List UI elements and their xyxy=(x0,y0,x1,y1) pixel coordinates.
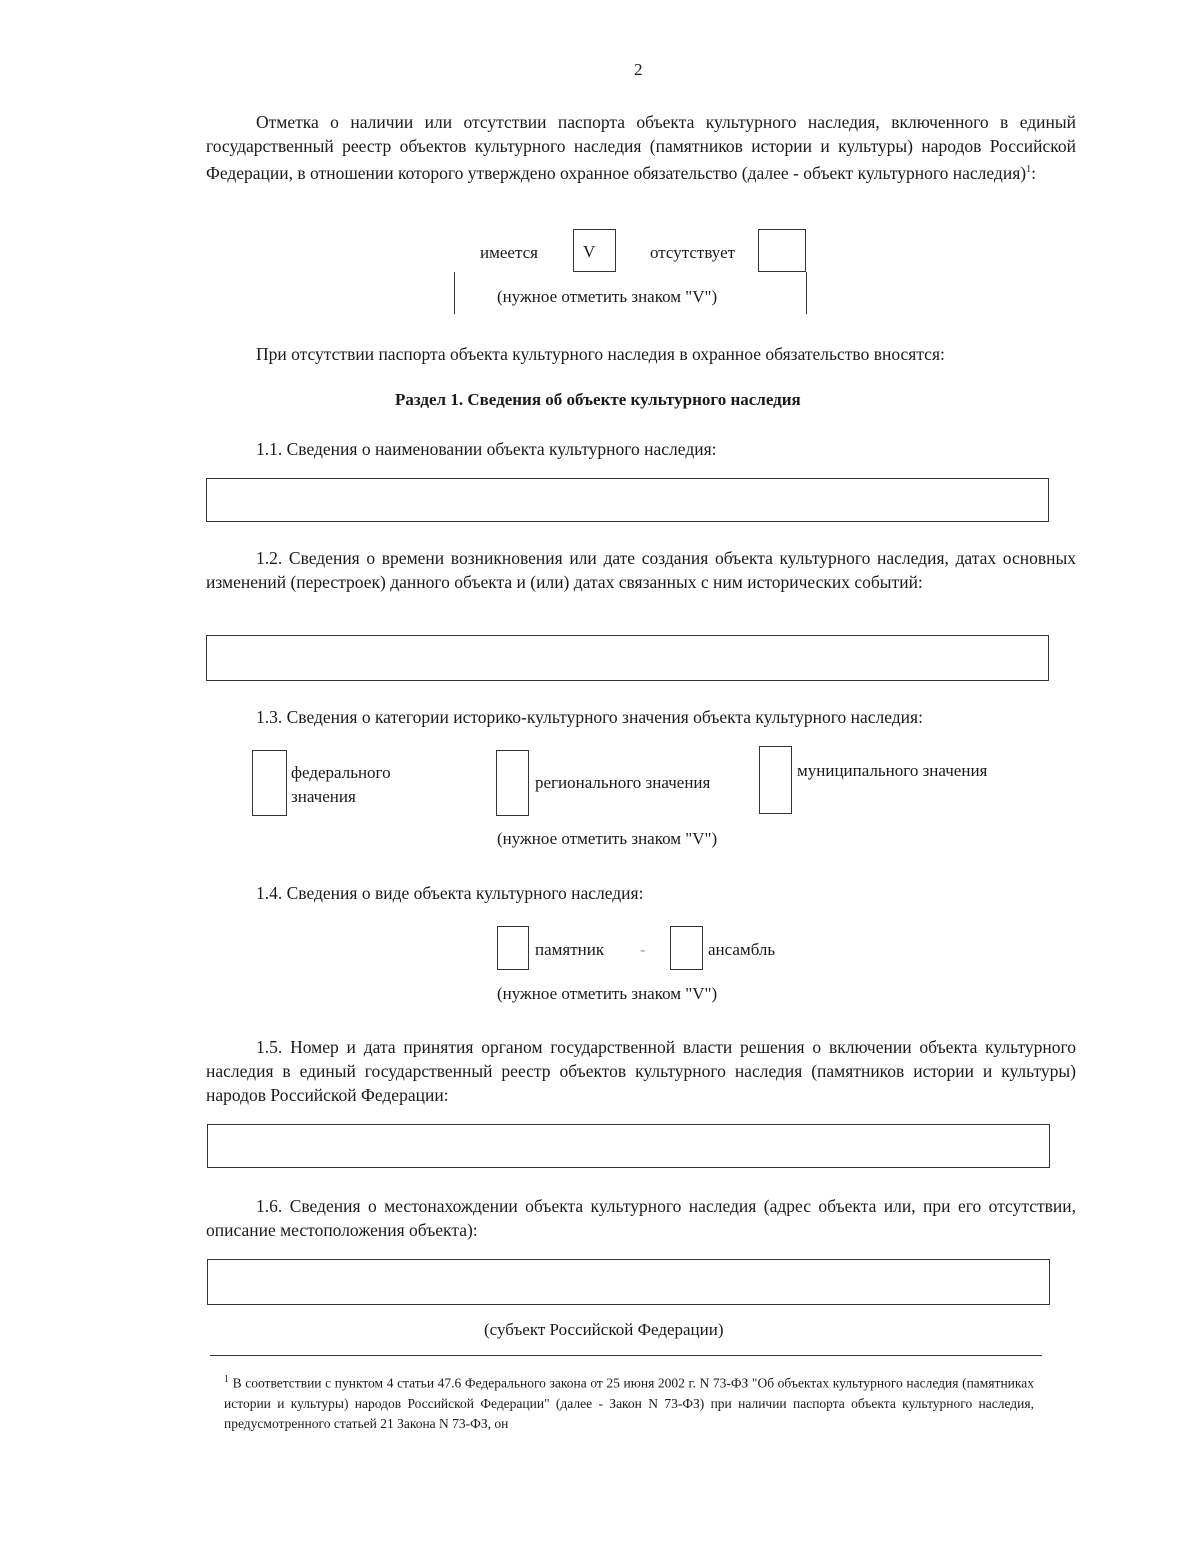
passport-absent-label: отсутствует xyxy=(650,243,736,262)
intro-paragraph xyxy=(206,110,1076,185)
passport-absent-checkbox[interactable] xyxy=(758,229,806,272)
s1-3-municipal-checkbox[interactable] xyxy=(759,746,792,814)
s1-6-caption: (субъект Российской Федерации) xyxy=(484,1320,724,1339)
s1-3-federal-label: федерального значения xyxy=(291,763,391,806)
passport-has-checkbox[interactable] xyxy=(573,229,616,272)
s1-4-ensemble-checkbox[interactable] xyxy=(670,926,703,970)
page-number: 2 xyxy=(634,60,643,79)
s1-4-separator: - xyxy=(640,940,646,959)
passport-hint: (нужное отметить знаком "V") xyxy=(497,287,718,306)
footnote-ref: 1 xyxy=(1026,164,1032,175)
s1-3-municipal-label: муниципального значения xyxy=(797,761,988,780)
passport-has-mark: V xyxy=(583,242,596,261)
bracket-left-line xyxy=(454,272,455,314)
s1-3-label: 1.3. Сведения о категории историко-культурного значения объекта культурного наследия: xyxy=(256,707,923,727)
s1-5-field[interactable] xyxy=(207,1124,1050,1168)
s1-2-label: 1.2. Сведения о времени возникновения или дате создания объекта культурного наследия, датах основных изменений (перестроек) данного объекта и (или) датах связанных с ним исторических событий: xyxy=(206,548,1076,592)
section-title: Раздел 1. Сведения об объекте культурного наследия xyxy=(395,390,801,409)
absence-note: При отсутствии паспорта объекта культурного наследия в охранное обязательство вносятся: xyxy=(256,344,945,364)
s1-3-regional-checkbox[interactable] xyxy=(496,750,529,816)
s1-4-label: 1.4. Сведения о виде объекта культурного наследия: xyxy=(256,883,644,903)
footnote-text: В соответствии с пунктом 4 статьи 47.6 Федерального закона от 25 июня 2002 г. N 73-ФЗ "Об объектах культурного наследия (памятниках истории и культуры) народов Российской Федерации" (далее - Закон N 73-ФЗ) при наличии паспорта объекта культурного наследия, предусмотренного статьей 21 Закона N 73-ФЗ, он xyxy=(224,1375,1034,1431)
s1-3-regional-label: регионального значения xyxy=(535,773,711,792)
intro-text: Отметка о наличии или отсутствии паспорта объекта культурного наследия, включенного в единый государственный реестр объектов культурного наследия (памятников истории и культуры) народов Российской Федерации, в отношении которого утверждено охранное обязательство (далее - объект культурного наследия) xyxy=(206,112,1076,183)
s1-3-federal-checkbox[interactable] xyxy=(252,750,287,816)
passport-has-label: имеется xyxy=(480,243,538,262)
footnote-divider xyxy=(210,1355,1042,1356)
s1-4-monument-checkbox[interactable] xyxy=(497,926,529,970)
s1-1-field[interactable] xyxy=(206,478,1049,522)
s1-6-label: 1.6. Сведения о местонахождении объекта культурного наследия (адрес объекта или, при его отсутствии, описание местоположения объекта): xyxy=(206,1196,1076,1240)
s1-2-field[interactable] xyxy=(206,635,1049,681)
s1-3-hint: (нужное отметить знаком "V") xyxy=(497,829,718,848)
s1-4-monument-label: памятник xyxy=(535,940,605,959)
s1-4-ensemble-label: ансамбль xyxy=(708,940,776,959)
s1-1-label: 1.1. Сведения о наименовании объекта культурного наследия: xyxy=(256,439,717,459)
s1-5-label: 1.5. Номер и дата принятия органом государственной власти решения о включении объекта культурного наследия в единый государственный реестр объектов культурного наследия (памятников истории и культуры) народов Российской Федерации: xyxy=(206,1037,1076,1105)
footnote-mark: 1 xyxy=(224,1374,229,1385)
s1-6-field[interactable] xyxy=(207,1259,1050,1305)
intro-tail: : xyxy=(1031,162,1036,183)
footnote xyxy=(224,1370,1034,1434)
s1-4-hint: (нужное отметить знаком "V") xyxy=(497,984,718,1003)
bracket-right-line xyxy=(806,272,807,314)
